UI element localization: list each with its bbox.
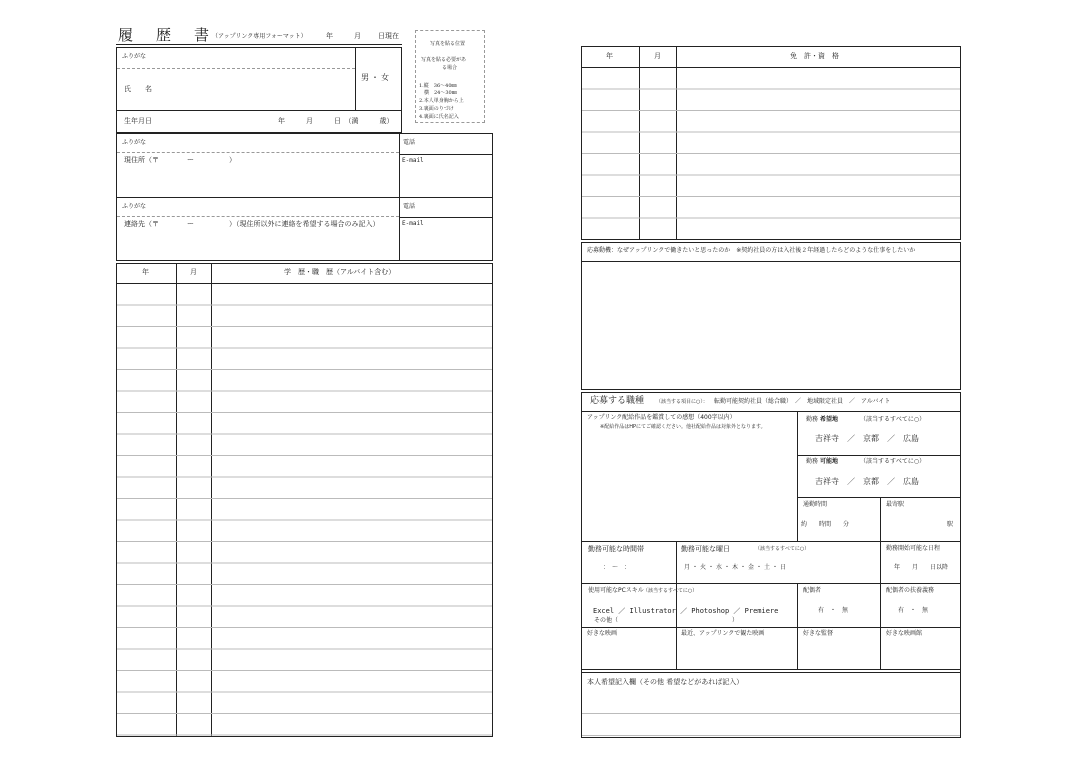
name-furigana-label: ふりがな	[122, 53, 147, 60]
page-title: 履 歴 書	[118, 26, 214, 44]
tel-email-divider	[399, 154, 493, 155]
contact-address-label[interactable]: 連絡先（〒 ー ）（現住所以外に連絡を希望する場合のみ記入）	[124, 220, 380, 228]
position-divider	[581, 411, 961, 412]
name-label: 氏 名	[124, 85, 152, 93]
skills-spouse-divider	[797, 583, 798, 669]
skills-hint: （該当するすべてに○）	[643, 588, 698, 594]
contact-email-label: E-mail	[402, 220, 424, 227]
history-col-title: 学 歴・職 歴（アルバイト含む）	[284, 268, 396, 276]
start-date-label: 勤務開始可能な日程	[886, 545, 941, 552]
birth-divider	[116, 110, 402, 111]
possible-location-bold: 可能地	[820, 458, 839, 465]
contact-tel-email-divider	[399, 217, 493, 218]
spouse-value[interactable]: 有 ・ 無	[818, 607, 849, 614]
availability-col-divider	[880, 541, 881, 669]
date-day-label: 日現在	[378, 32, 399, 40]
email-label: E-mail	[402, 157, 424, 164]
availability-divider	[581, 541, 961, 542]
history-col-year: 年	[142, 268, 149, 276]
station-suffix[interactable]: 駅	[947, 521, 954, 528]
photo-title: 写真を貼る位置	[430, 41, 466, 47]
days-label: 勤務可能な曜日	[681, 545, 730, 553]
spouse-label: 配偶者	[803, 587, 822, 594]
skills-divider	[581, 583, 961, 584]
station-label: 最寄駅	[886, 501, 905, 508]
skills-options[interactable]: Excel ／ Illustrator ／ Photoshop ／ Premiere	[593, 607, 779, 615]
photo-item: 横 24～30㎜	[419, 90, 457, 96]
date-month-label: 月	[354, 32, 361, 40]
possible-location-prefix: 勤務	[806, 458, 819, 465]
position-hint: （該当する項目に○）：	[656, 399, 708, 405]
favorite-director-label: 好きな監督	[803, 630, 834, 637]
review-location-divider	[797, 411, 798, 541]
preferred-location-options[interactable]: 吉祥寺 ／ 京都 ／ 広島	[815, 434, 919, 443]
preferred-location-prefix: 勤務	[806, 416, 819, 423]
birth-fields[interactable]: 年 月 日 （満 歳）	[278, 117, 394, 125]
address-furigana-divider	[117, 152, 399, 153]
commute-value[interactable]: 約 時間 分	[801, 521, 850, 528]
skills-other[interactable]: その他（ ）	[594, 617, 739, 624]
name-furigana-divider	[117, 68, 355, 69]
recent-movie-label: 最近、アップリンクで観た映画	[681, 630, 765, 637]
position-options[interactable]: 転勤可能契約社員（総合職） ／ 地域限定社員 ／ アルバイト	[714, 398, 891, 405]
date-year-label: 年	[326, 32, 333, 40]
preferred-location-bold: 希望地	[820, 416, 839, 423]
contact-tel-label: 電話	[403, 203, 416, 210]
photo-item: 3.裏面のりづけ	[419, 106, 454, 112]
commute-label: 通勤時間	[803, 501, 828, 508]
address-furigana-label: ふりがな	[122, 139, 147, 146]
request-rows[interactable]	[582, 692, 960, 737]
position-label: 応募する職種	[590, 396, 645, 406]
review-label: アップリンク配給作品を鑑賞しての感想（400字以内）	[587, 414, 736, 421]
photo-note-line2: る場合	[442, 65, 458, 71]
tel-label: 電話	[403, 139, 416, 146]
photo-item: 4.裏面に氏名記入	[419, 114, 459, 120]
motivation-divider	[581, 261, 961, 262]
current-address-label[interactable]: 現住所（〒 ー ）	[124, 156, 236, 164]
motivation-label: 応募動機：なぜアップリンクで働きたいと思ったのか ※契約社員の方は入社後２年経過したらどのような仕事をしたいか	[587, 247, 916, 254]
favorite-theater-label: 好きな映画館	[886, 630, 923, 637]
location-divider	[797, 455, 961, 456]
dependent-label: 配偶者の扶養義務	[886, 587, 935, 594]
dependent-value[interactable]: 有 ・ 無	[898, 607, 929, 614]
skills-label: 使用可能なPCスキル	[588, 587, 644, 594]
commute-divider	[797, 497, 961, 498]
favorite-movie-label: 好きな映画	[587, 630, 618, 637]
format-subtitle: （アップリンク専用フォーマット）	[212, 33, 307, 40]
hours-value[interactable]: ： 〜 ：	[603, 564, 631, 571]
days-value[interactable]: 月・火・水・木・金・土・日	[684, 564, 789, 571]
request-divider	[581, 669, 961, 670]
licenses-col-title: 免 許・資 格	[790, 52, 839, 60]
preferred-location-hint: （該当するすべてに○）	[860, 416, 926, 423]
contact-divider	[116, 197, 493, 198]
licenses-col-month: 月	[654, 52, 661, 60]
start-date-value[interactable]: 年 月 日以降	[894, 564, 949, 571]
favorites-divider	[581, 627, 961, 628]
hours-label: 勤務可能な時間帯	[588, 545, 644, 553]
birth-label: 生年月日	[124, 117, 152, 125]
gender-select[interactable]: 男・女	[361, 73, 391, 82]
photo-item: 2.本人単身胸から上	[419, 98, 464, 104]
title-underline	[116, 44, 402, 45]
possible-location-options[interactable]: 吉祥寺 ／ 京都 ／ 広島	[815, 477, 919, 486]
photo-note-line1: 写真を貼る必要があ	[421, 57, 467, 63]
licenses-rows[interactable]	[582, 68, 960, 239]
days-hint: （該当するすべてに○）	[755, 546, 810, 552]
contact-furigana-divider	[117, 216, 399, 217]
history-rows[interactable]	[117, 284, 492, 736]
review-note: ※配給作品はHPにてご確認ください。他社配給作品は対象外となります。	[600, 424, 766, 430]
possible-location-hint: （該当するすべてに○）	[860, 458, 926, 465]
request-divider-inner	[581, 672, 961, 673]
request-label: 本人希望記入欄（その他 希望などがあれば記入）	[587, 678, 744, 686]
availability-col-divider	[676, 541, 677, 669]
commute-station-divider	[880, 497, 881, 541]
contact-furigana-label: ふりがな	[122, 203, 147, 210]
licenses-col-year: 年	[606, 52, 613, 60]
gender-divider	[355, 47, 356, 110]
motivation-box[interactable]	[581, 242, 961, 390]
photo-item: 1.縦 36～40㎜	[419, 83, 457, 89]
history-col-month: 月	[190, 268, 197, 276]
review-field[interactable]	[584, 432, 794, 538]
name-field[interactable]	[180, 80, 350, 100]
